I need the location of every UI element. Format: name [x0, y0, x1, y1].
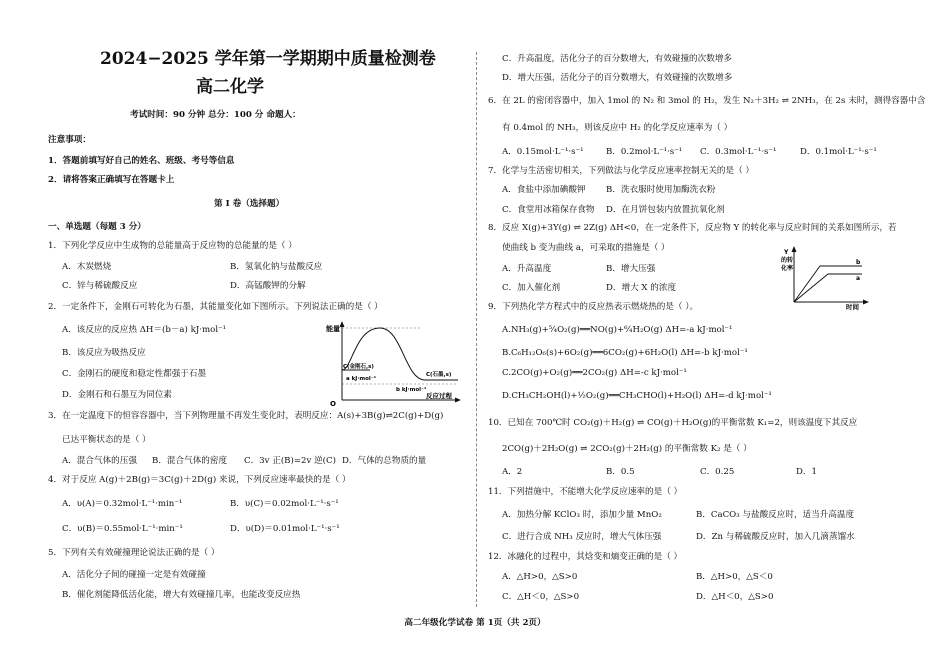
q5-option-b: B．催化剂能降低活化能，增大有效碰撞几率，也能改变反应热	[62, 590, 301, 600]
q12-stem: 12．冰融化的过程中，其焓变和熵变正确的是（ ）	[488, 552, 683, 562]
q2-option-d: D．金刚石和石墨互为同位素	[62, 390, 173, 400]
q5-stem: 5．下列有关有效碰撞理论说法正确的是（ ）	[48, 548, 220, 558]
exam-title: 2024−2025 学年第一学期期中质量检测卷	[100, 49, 436, 69]
q8-option-a: A．升高温度	[502, 264, 552, 274]
q7-option-c: C．食堂用冰箱保存食物	[502, 205, 595, 215]
q10-stem-2: 2CO(g)＋2H₂O(g) ⇌ 2CO₂(g)＋2H₂(g) 的平衡常数 K₂ 是（ ）	[502, 444, 752, 454]
graph-x-label: 时间	[846, 303, 859, 311]
curve-b-label: b	[856, 259, 861, 266]
subject-title: 高二化学	[196, 77, 264, 97]
q4-option-d: D．υ(D)＝0.01mol·L⁻¹·s⁻¹	[230, 524, 340, 534]
q6-option-b: B．0.2mol·L⁻¹·s⁻¹	[606, 147, 683, 157]
q12-option-d: D．△H＜0，△S>0	[696, 592, 774, 602]
notice-2: 2．请将答案正确填写在答题卡上	[48, 175, 175, 185]
q12-option-a: A．△H>0，△S>0	[502, 572, 578, 582]
q6-stem-2: 有 0.4mol 的 NH₃，则该反应中 H₂ 的化学反应速率为（ ）	[502, 123, 733, 133]
q11-option-b: B．CaCO₃ 与盐酸反应时，适当升高温度	[696, 510, 855, 520]
curve-a-label: a	[856, 275, 861, 282]
q9-option-c: C.2CO(g)+O₂(g)══2CO₂(g) ΔH=-c kJ·mol⁻¹	[502, 368, 687, 378]
conversion-rate-graph	[780, 244, 870, 310]
graph-y-label-2: 的转	[781, 257, 794, 264]
column-divider	[476, 52, 477, 607]
q4-option-c: C．υ(B)＝0.55mol·L⁻¹·min⁻¹	[62, 524, 183, 534]
right-column	[478, 0, 950, 658]
q5-option-c: C．升高温度，活化分子的百分数增大，有效碰撞的次数增多	[502, 54, 733, 64]
diagram-b-label: b kJ·mol⁻¹	[396, 387, 427, 393]
q8-option-d: D．增大 X 的浓度	[606, 283, 677, 293]
q1-option-c: C．锌与稀硫酸反应	[62, 281, 138, 291]
energy-diagram	[326, 318, 465, 408]
q10-option-a: A．2	[502, 467, 523, 477]
q11-option-c: C．进行合成 NH₃ 反应时，增大气体压强	[502, 532, 662, 542]
q7-option-a: A．食盐中添加碘酸钾	[502, 185, 586, 195]
q12-option-c: C．△H＜0，△S>0	[502, 592, 580, 602]
q4-option-b: B．υ(C)＝0.02mol·L⁻¹·s⁻¹	[230, 499, 339, 509]
diagram-x-label: 反应过程	[426, 392, 452, 400]
q2-option-a: A．该反应的反应热 ΔH＝(b－a) kJ·mol⁻¹	[62, 325, 227, 335]
diagram-start-label: C(金刚石,s)	[343, 364, 374, 370]
q2-option-b: B．该反应为吸热反应	[62, 348, 146, 358]
q2-option-c: C．金刚石的硬度和稳定性都强于石墨	[62, 369, 207, 379]
q9-stem: 9．下列热化学方程式中的反应热表示燃烧热的是（ ）。	[488, 302, 699, 312]
q3-option-c: C．3v 正(B)=2v 逆(C)	[244, 456, 336, 466]
q1-option-b: B．氢氧化钠与盐酸反应	[230, 262, 323, 272]
q9-option-a: A.NH₃(g)+⁵⁄₄O₂(g)══NO(g)+⁶⁄₄H₂O(g) ΔH=-a kJ·mol⁻¹	[502, 325, 733, 335]
q9-option-b: B.C₆H₁₂O₆(s)+6O₂(g)══6CO₂(g)+6H₂O(l) ΔH=-b kJ·mol⁻¹	[502, 348, 748, 358]
graph-y-label-3: 化率	[781, 265, 794, 272]
q3-stem-2: 已达平衡状态的是（ ）	[62, 435, 151, 445]
q10-option-b: B．0.5	[606, 467, 635, 477]
diagram-end-label: C(石墨,s)	[426, 372, 452, 378]
q8-stem-2: 使曲线 b 变为曲线 a，可采取的措施是（ ）	[502, 243, 670, 253]
q7-stem: 7．化学与生活密切相关，下列做法与化学反应速率控制无关的是（ ）	[488, 166, 755, 176]
q6-option-a: A．0.15mol·L⁻¹·s⁻¹	[502, 147, 584, 157]
q7-option-d: D．在月饼包装内放置抗氧化剂	[606, 205, 725, 215]
q1-option-d: D．高锰酸钾的分解	[230, 281, 306, 291]
q5-option-a: A．活化分子间的碰撞一定是有效碰撞	[62, 570, 206, 580]
q4-stem: 4．对于反应 A(g)＋2B(g)＝3C(g)＋2D(g) 来说，下列反应速率最快的是（ ）	[48, 475, 351, 485]
page-footer: 高二年级化学试卷 第 1页（共 2页）	[404, 618, 546, 628]
q3-stem: 3．在一定温度下的恒容容器中，当下列物理量不再发生变化时，表明反应：A(s)+3B(g)⇌2C(g)+D(g)	[48, 411, 444, 421]
q8-option-b: B．增大压强	[606, 264, 656, 274]
q5-option-d: D．增大压强，活化分子的百分数增大，有效碰撞的次数增多	[502, 73, 733, 83]
q10-option-d: D．1	[796, 467, 817, 477]
q12-option-b: B．△H>0，△S＜0	[696, 572, 773, 582]
q7-option-b: B．洗衣服时使用加酶洗衣粉	[606, 185, 716, 195]
q4-option-a: A．υ(A)＝0.32mol·L⁻¹·min⁻¹	[62, 499, 183, 509]
q3-option-b: B．混合气体的密度	[152, 456, 228, 466]
q11-option-a: A．加热分解 KClO₃ 时，添加少量 MnO₂	[502, 510, 662, 520]
section-title: 一、单选题（每题 3 分）	[48, 222, 146, 232]
q8-option-c: C．加入催化剂	[502, 283, 561, 293]
notice-1: 1．答题前填写好自己的姓名、班级、考号等信息	[48, 156, 235, 166]
volume-title: 第 I 卷（选择题）	[214, 199, 285, 209]
q8-stem: 8．反应 X(g)+3Y(g) ⇌ 2Z(g) ΔH<0，在一定条件下，反应物 Y 的转化率与反应时间的关系如图所示，若	[488, 223, 897, 233]
q11-stem: 11．下列措施中，不能增大化学反应速率的是（ ）	[488, 487, 683, 497]
q10-stem: 10．已知在 700℃时 CO₂(g)＋H₂(g) ⇌ CO(g)＋H₂O(g)的平衡常数 K₁=2，则该温度下其反应	[488, 418, 858, 428]
diagram-y-label: 能量	[326, 325, 340, 333]
q6-option-c: C．0.3mol·L⁻¹·s⁻¹	[700, 147, 777, 157]
q6-option-d: D．0.1mol·L⁻¹·s⁻¹	[800, 147, 877, 157]
exam-info: 考试时间：90 分钟 总分：100 分 命题人：	[130, 110, 301, 120]
q1-stem: 1．下列化学反应中生成物的总能量高于反应物的总能量的是（ ）	[48, 241, 297, 251]
q11-option-d: D．Zn 与稀硫酸反应时，加入几滴蒸馏水	[696, 532, 855, 542]
q10-option-c: C．0.25	[700, 467, 735, 477]
q3-option-d: D．气体的总物质的量	[342, 456, 427, 466]
q9-option-d: D.CH₃CH₂OH(l)+½O₂(g)══CH₃CHO(l)+H₂O(l) ΔH=-d kJ·mol⁻¹	[502, 391, 772, 401]
q6-stem: 6．在 2L 的密闭容器中，加入 1mol 的 N₂ 和 3mol 的 H₂，发生 N₂＋3H₂ ⇌ 2NH₃，在 2s 末时，测得容器中含	[488, 96, 926, 106]
q3-option-a: A．混合气体的压强	[62, 456, 137, 466]
notice-title: 注意事项：	[48, 135, 91, 145]
q2-stem: 2．一定条件下，金刚石可转化为石墨，其能量变化如下图所示。下列说法正确的是（ ）	[48, 302, 383, 312]
q1-option-a: A．木炭燃烧	[62, 262, 112, 272]
diagram-a-label: a kJ·mol⁻¹	[346, 376, 377, 382]
graph-y-label-1: Y	[784, 249, 789, 256]
diagram-origin: O	[330, 400, 336, 408]
